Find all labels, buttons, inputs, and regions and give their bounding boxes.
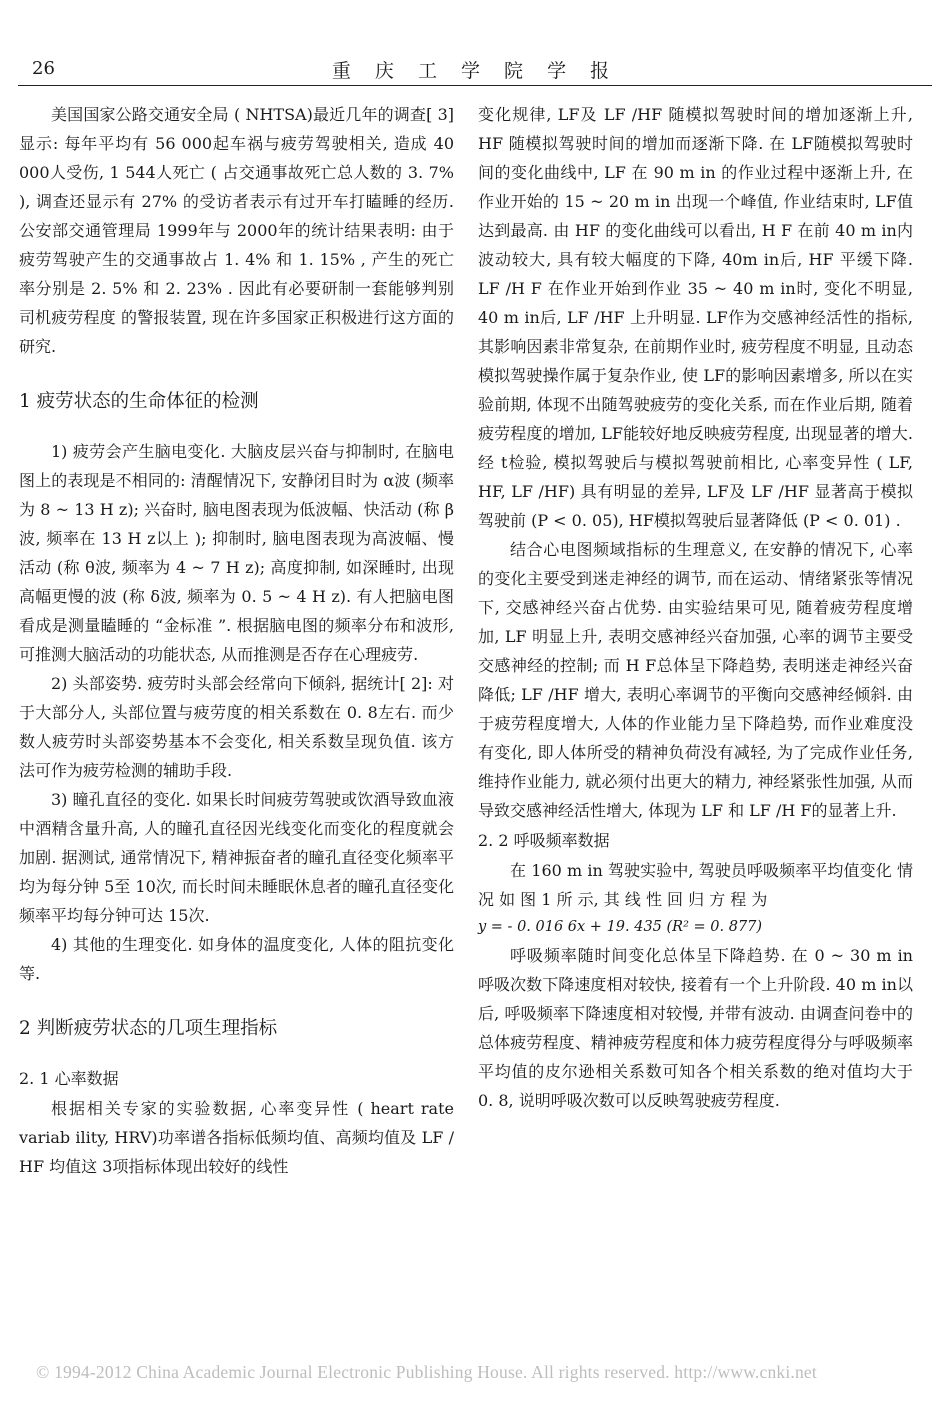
page-number: 26 — [32, 58, 55, 79]
paragraph-head-posture: 2) 头部姿势. 疲劳时头部会经常向下倾斜, 据统计[ 2]: 对于大部分人, 头部位置与疲劳度的相关系数在 0. 8左右. 而少数人疲劳时头部姿势基本不会变化, 相关系数呈现负值. 该方法可作为疲劳检测的辅助手段. — [19, 674, 454, 780]
paragraph-respiration-trend: 呼吸频率随时间变化总体呈下降趋势. 在 0 ~ 30 m in 呼吸次数下降速度相对较快, 接着有一个上升阶段. 40 m in以后, 呼吸频率下降速度相对较慢, 并带有波动. 由调查问卷中的总体疲劳程度、精神疲劳程度和体力疲劳程度得分与呼吸频率平均值的皮尔逊相关系数可知各个相关系数的绝对值均大于 0. 8, 说明呼吸次数可以反映驾驶疲劳程度. — [478, 946, 913, 1110]
subsection-2-2-heading: 2. 2 呼吸频率数据 — [478, 831, 610, 850]
paragraph-eeg: 1) 疲劳会产生脑电变化. 大脑皮层兴奋与抑制时, 在脑电图上的表现是不相同的: 清醒情况下, 安静闭目时为 α波 (频率为 8 ~ 13 H z); 兴奋时, 脑电图表现为低波幅、快活动 (称 β波, 频率在 13 H z以上 ); 抑制时, 脑电图表现为高波幅、慢活动 (称 θ波, 频率为 4 ~ 7 H z); 高度抑制, 如深睡时, 出现高幅更慢的波 (称 δ波, 频率为 0. 5 ~ 4 H z). 有人把脑电图看成是测量瞌睡的 “金标准 ”. 根据脑电图的频率分布和波形, 可推测大脑活动的功能状态, 从而推测是否存在心理疲劳. — [19, 442, 454, 664]
section-1-heading: 1 疲劳状态的生命体征的检测 — [19, 391, 259, 412]
section-2-heading: 2 判断疲劳状态的几项生理指标 — [19, 1018, 278, 1039]
paragraph-ecg: 结合心电图频域指标的生理意义, 在安静的情况下, 心率的变化主要受到迷走神经的调节, 而在运动、情绪紧张等情况下, 交感神经兴奋占优势. 由实验结果可见, 随着疲劳程度增加, LF 明显上升, 表明交感神经兴奋加强, 心率的调节主要受交感神经的控制; 而 H F总体呈下降趋势, 表明迷走神经兴奋降低; LF /HF 增大, 表明心率调节的平衡向交感神经倾斜. 由于疲劳程度增大, 人体的作业能力呈下降趋势, 而作业难度没有变化, 即人体所受的精神负荷没有减轻, 为了完成作业任务, 维持作业能力, 就必须付出更大的精力, 神经紧张性加强, 从而导致交感神经活性增大, 体现为 LF 和 LF /H F的显著上升. — [478, 540, 913, 820]
right-column — [478, 100, 913, 1115]
subsection-2-1-heading: 2. 1 心率数据 — [19, 1069, 119, 1088]
header-rule — [18, 85, 932, 86]
journal-title: 重 庆 工 学 院 学 报 — [331, 60, 619, 82]
intro-paragraph: 美国国家公路交通安全局 ( NHTSA)最近几年的调查[ 3]显示: 每年平均有 56 000起车祸与疲劳驾驶相关, 造成 40 000人受伤, 1 544人死亡 ( 占交通事故死亡总人数的 3. 7% ), 调查还显示有 27% 的受访者表示有过开车打瞌睡的经历. 公安部交通管理局 1999年与 2000年的统计结果表明: 由于疲劳驾驶产生的交通事故占 1. 4% 和 1. 15% , 产生的死亡率分别是 2. 5% 和 2. 23% . 因此有必要研制一套能够判别司机疲劳程度 的警报装置, 现在许多国家正积极进行这方面的研究. — [19, 105, 454, 356]
paragraph-heart-rate-continued: 变化规律, LF及 LF /HF 随模拟驾驶时间的增加逐渐上升, HF 随模拟驾驶时间的增加而逐渐下降. 在 LF随模拟驾驶时间的变化曲线中, LF 在 90 m in 的作业过程中逐渐上升, 在作业开始的 15 ~ 20 m in 出现一个峰值, 作业结束时, LF值达到最高. 由 HF 的变化曲线可以看出, H F 在前 40 m in内波动较大, 具有较大幅度的下降, 40m in后, HF 平缓下降. LF /H F 在作业开始到作业 35 ~ 40 m in时, 变化不明显, 40 m in后, LF /HF 上升明显. LF作为交感神经活性的指标, 其影响因素非常复杂, 在前期作业时, 疲劳程度不明显, 且动态模拟驾驶操作属于复杂作业, 使 LF的影响因素增多, 所以在实验前期, 体现不出随驾驶疲劳的变化关系, 而在作业后期, 随着疲劳程度的增加, LF能较好地反映疲劳程度, 出现显著的增大. 经 t检验, 模拟驾驶后与模拟驾驶前相比, 心率变异性 ( LF, HF, LF /HF) 具有明显的差异, LF及 LF /HF 显著高于模拟驾驶前 (P < 0. 05), HF模拟驾驶后显著降低 (P < 0. 01) . — [478, 105, 913, 530]
left-column — [19, 100, 454, 1181]
paragraph-heart-rate: 根据相关专家的实验数据, 心率变异性 ( heart rate variab ility, HRV)功率谱各指标低频均值、高频均值及 LF / HF 均值这 3项指标体现出较好的线性 — [19, 1099, 454, 1176]
copyright-watermark: © 1994-2012 China Academic Journal Electronic Publishing House. All rights reserved. http://www.cnki.net — [36, 1362, 817, 1382]
paragraph-pupil: 3) 瞳孔直径的变化. 如果长时间疲劳驾驶或饮酒导致血液中酒精含量升高, 人的瞳孔直径因光线变化而变化的程度就会加剧. 据测试, 通常情况下, 精神振奋者的瞳孔直径变化频率平均为每分钟 5至 10次, 而长时间未睡眠休息者的瞳孔直径变化频率平均每分钟可达 15次. — [19, 790, 454, 925]
paragraph-other-changes: 4) 其他的生理变化. 如身体的温度变化, 人体的阻抗变化等. — [19, 935, 454, 983]
page-header — [18, 52, 932, 86]
regression-equation: y = - 0. 016 6x + 19. 435 (R² = 0. 877) — [478, 919, 763, 935]
paragraph-respiration-intro: 在 160 m in 驾驶实验中, 驾驶员呼吸频率平均值变化 情 况 如 图 1 所 示, 其 线 性 回 归 方 程 为 — [478, 861, 913, 909]
